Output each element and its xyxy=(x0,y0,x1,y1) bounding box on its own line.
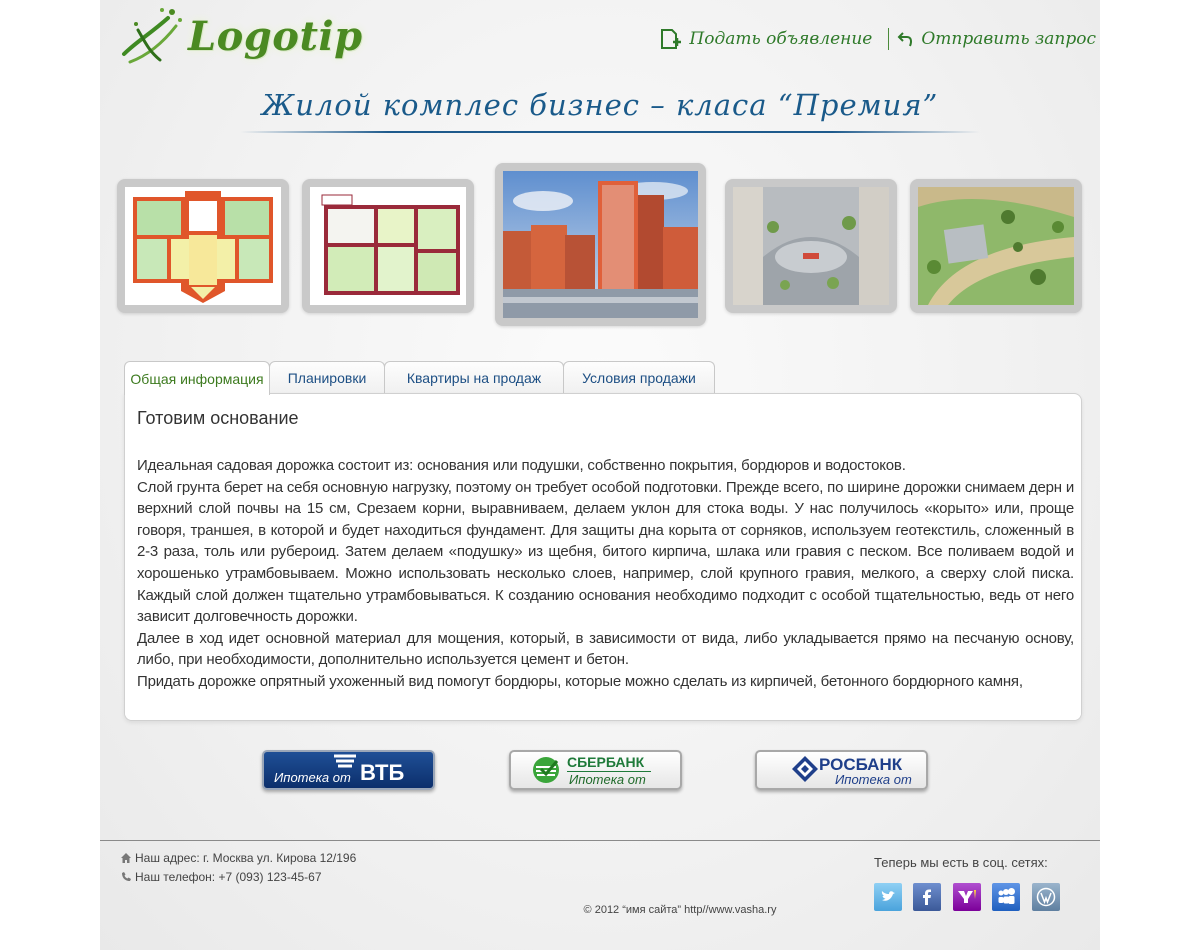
reply-arrow-icon xyxy=(897,30,915,48)
vtb-sub-label: Ипотека от xyxy=(274,770,351,785)
send-request-label: Отправить запрос xyxy=(921,29,1096,49)
sberbank-mortgage-button[interactable] xyxy=(509,750,682,790)
logo-mark-icon xyxy=(116,4,190,68)
logo[interactable] xyxy=(116,4,366,68)
title-underline xyxy=(240,131,980,133)
content-paragraph: Слой грунта берет на себя основную нагрузку, поэтому он требует особой подготовки. Прежде всего, по ширине дорожки снимаем дерн и верхний слой почвы на 15 см, Срезаем корни, выравниваем, делаем уклон для стока воды. У нас получилось «корыто» или, проще говоря, траншея, в которой и будет находиться фундамент. Для защиты дна корыта от сорняков, используем геотекстиль, сложенный в 2-3 раза, толь или рубероид. Затем делаем «подушку» из щебня, битого кирпича, шлака или гравия с песком. Все поливаем водой и хорошенько утрамбовываем. Можно использовать несколько слоев, например, слой крупного гравия, мелкого, а сверху слой писка. Каждый слой должен тщательно утрамбовываться. К созданию основания необходимо подходит с особой тщательностью, ведь от него зависит долговечность дорожки. xyxy=(137,478,1074,626)
apartment-plan-image xyxy=(310,187,466,305)
sberbank-logo-icon xyxy=(531,755,561,785)
rosbank-logo-icon xyxy=(790,754,820,784)
gallery-thumb-3[interactable] xyxy=(495,163,706,326)
add-document-icon xyxy=(659,28,681,50)
tabs xyxy=(124,361,714,394)
post-ad-label: Подать объявление xyxy=(689,29,873,49)
gallery-thumb-1[interactable] xyxy=(117,179,289,313)
tab-sale-terms[interactable]: Условия продажи xyxy=(563,361,715,394)
content-paragraph: Далее в ход идет основной материал для мощения, который, в зависимости от вида, либо укладывается прямо на песчаную основу, либо, при необходимости, дополнительно используется цемент и бетон. xyxy=(137,629,1074,669)
post-ad-link[interactable] xyxy=(659,28,872,50)
logo-text: Logotip xyxy=(188,12,363,60)
tab-general-info[interactable]: Общая информация xyxy=(124,361,270,395)
sberbank-sub-label: Ипотека от xyxy=(569,772,646,787)
header-divider xyxy=(888,28,889,50)
park-image xyxy=(918,187,1074,305)
phone-icon xyxy=(120,871,132,883)
gallery-thumb-4[interactable] xyxy=(725,179,897,313)
header-links xyxy=(659,28,1096,50)
content-paragraph: Придать дорожке опрятный ухоженный вид помогут бордюры, которые можно сделать из кирпичей, бетонного бордюрного камня, xyxy=(137,672,1023,690)
gallery-thumb-5[interactable] xyxy=(910,179,1082,313)
sberbank-brand-label: СБЕРБАНК xyxy=(567,754,645,770)
vtb-brand-label: ВТБ xyxy=(360,760,405,785)
building-image xyxy=(503,171,698,318)
footer-divider xyxy=(100,840,1100,841)
phone-text: Наш телефон: +7 (093) 123-45-67 xyxy=(135,870,322,884)
send-request-link[interactable] xyxy=(897,29,1096,49)
courtyard-image xyxy=(733,187,889,305)
tab-layouts[interactable]: Планировки xyxy=(269,361,385,394)
vtb-logo-icon xyxy=(332,753,358,769)
social-title: Теперь мы есть в соц. сетях: xyxy=(874,855,1048,870)
content-paragraph: Идеальная садовая дорожка состоит из: основания или подушки, собственно покрытия, бордюров и водостоков. xyxy=(137,457,906,474)
content-fade xyxy=(125,690,1081,720)
rosbank-brand-label: РОСБАНК xyxy=(819,755,903,774)
tab-apartments-for-sale[interactable]: Квартиры на продаж xyxy=(384,361,564,394)
floor-plan-image xyxy=(125,187,281,305)
footer-address xyxy=(120,851,356,865)
vtb-mortgage-button[interactable] xyxy=(262,750,435,790)
footer-phone xyxy=(120,870,322,884)
address-text: Наш адрес: г. Москва ул. Кирова 12/196 xyxy=(135,851,357,865)
content-heading: Готовим основание xyxy=(137,408,299,428)
content-panel xyxy=(124,393,1082,721)
gallery-thumb-2[interactable] xyxy=(302,179,474,313)
content-text xyxy=(137,455,1074,693)
page xyxy=(100,0,1100,950)
page-title: Жилой комплес бизнес – класа “Премия” xyxy=(261,88,939,122)
rosbank-sub-label: Ипотека от xyxy=(835,772,912,787)
copyright-text: © 2012 “имя сайта” http//www.vasha.ry xyxy=(583,904,777,916)
home-icon xyxy=(120,852,132,864)
rosbank-mortgage-button[interactable] xyxy=(755,750,928,790)
